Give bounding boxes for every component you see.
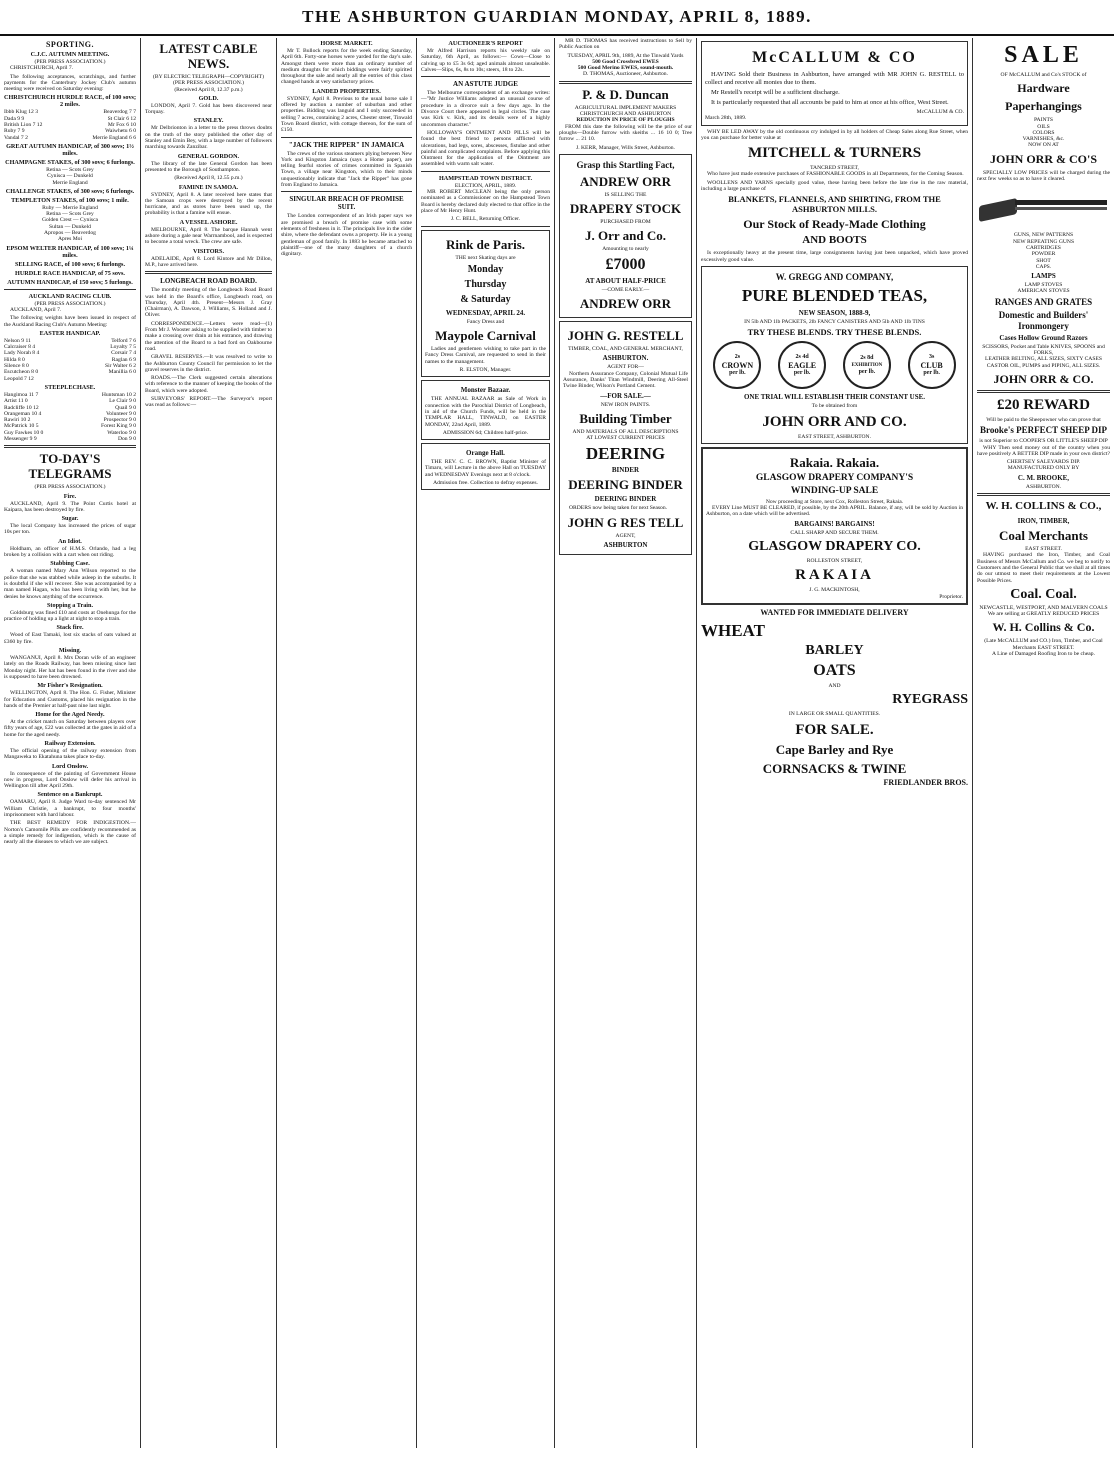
horse-market-heading: HORSE MARKET.: [320, 40, 373, 47]
column-cable-news: [140, 38, 276, 1448]
ripper-heading: "JACK THE RIPPER" IN JAMAICA: [288, 140, 405, 149]
horse-list: Hangimoa 11 7 Huntsman 10 2 Artist 11 0 Le Clair 9 0 Radcliffe 10 12 Quail 9 0 Orangeman 10 4 Volunteer 9 0 Rawiri 10 2 Prospector 9 0 McPatrick 10 5 Forest King 9 0 Guy Fawkes 10 0 Waterloo 9 0 Messenger 9 9 Don 9 0: [4, 391, 136, 442]
auckland-club-heading: AUCKLAND RACING CLUB.: [28, 292, 112, 300]
road-board-text: CORRESPONDENCE.—Letters were read—(1) From Mr J. Wooster asking to be supplied with timber to make a crossing over drain at his entrance, and drawing the attention of the Board to a bad ford on Oakbourne road.: [145, 320, 273, 352]
auctioneer-heading: AUCTIONEER'S REPORT: [448, 40, 523, 47]
column-advertisements: MR D. THOMAS has received instructions to Sell by Public Auction on TUESDAY, APRIL 9th, 1889, At the Tinwald Yards 500 Good Crossbred EWES 500 Good Merino EWES, sound-mouth. D. THOMAS, Auctioneer, Ashburton. P. & D. Duncan AGRICULTURAL IMPLEMENT MAKERS CHRISTCHURCH AND ASHBURTON REDUCTION IN PRICE OF PLOUGHS FROM this date the following will be the price of our ploughs—Double furrow with skeiths ... 16 10 0; Tree furrow ... 21 10. J. KERR, Manager, Wills Street, Ashburton. Grasp this Startling Fact, ANDREW ORR IS SELLING THE DRAPERY STOCK PURCHASED FROM J. Orr and Co. Amounting to nearly £7000 AT ABOUT HALF-PRICE —COME EARLY.— ANDREW ORR JOHN G. RESTELL TIMBER, COAL, AND GENERAL MERCHANT, ASHBURTON. AGENT FOR— Northern Assurance Company, Colonial Mutual Life Assurance, Danks' Titan Windmill, Deering All-Steel Twine Binder, Wilson's Portland Cement. —FOR SALE.— NEW IRON PAINTS. Building Timber AND MATERIALS OF ALL DESCRIPTIONS AT LOWEST CURRENT PRICES DEERING BINDER DEERING BINDER DEERING BINDER ORDERS now being taken for next Season. JOHN G RES TELL AGENT, ASHBURTON: [554, 38, 696, 1448]
column-auctions: AUCTIONEER'S REPORT Mr Alfred Harrison reports his weekly sale on Saturday, 6th April, as follows:— Cows—Close to calving up to £5 3s 6d; aged animals almost unsaleable. Calves—Slips, 6s, 8s to 10s; steers, 18 to 22s. AN ASTUTE JUDGE The Melbourne correspondent of an exchange writes:—"Mr Justice Williams adopted an unusual course of procedure in a divorce suit a few days ago. In the Divorce Court there appeared in legal circles. The case was Kirk v. Kirk, and its details were of a highly uncommon character." HOLLOWAY'S OINTMENT AND PILLS will be found the best friend to persons afflicted with ulcerations, bad legs, sores, abscesses, fistulae and other painful and complicated complaints. Before applying this Ointment for the application of the Ointment are assembled with warm salt water. HAMPSTEAD TOWN DISTRICT. ELECTION, APRIL, 1889. MR ROBERT McCLEAN being the only person nominated as a Commissioner on the Hampstead Town Board is hereby declared duly elected to that office in the place of Mr Henry Hunt. J. C. BELL, Returning Officer. Rink de Paris. THE next Skating days are Monday Thursday & Saturday WEDNESDAY, APRIL 24. Fancy Dress and Maypole Carnival Ladies and gentlemen wishing to take part in the Fancy Dress Carnival, are requested to send in their names to the management. R. ELSTON, Manager. Monster Bazaar. THE ANNUAL BAZAAR as Sale of Work in connection with the Parochial District of Longbeach, in aid of the Church Funds, will be held in the TEMPLAR HALL, TINWALD, on EASTER MONDAY, 22nd April, 1889. ADMISSION 6d; Children half-price. Orange Hall. THE REV. C. C. BROWN, Baptist Minister of Timaru, will Lecture in the above Hall on TUESDAY and WEDNESDAY Evenings next at 8 o'clock. Admission free. Collection to defray expenses.: [416, 38, 554, 1448]
race-name: CHALLENGE STAKES, of 300 sovs; 6 furlongs.: [5, 187, 135, 195]
column-hardware: SALE OF McCALLUM and Co's STOCK of Hardware Paperhangings PAINTS OILS COLORS VARNISHES, &c. NOW ON AT JOHN ORR & CO'S SPECIALLY LOW PRICES will be charged during the next few weeks so as to have it cleared. GUNS, NEW PATTERNS NEW REPEATING GUNS CARTRIDGES POWDER SHOT CAPS. LAMPS LAMP STOVES AMERICAN STOVES RANGES AND GRATES Domestic and Builders' Ironmongery Cases Hollow Ground Razors SCISSORS, Pocket and Table KNIVES, SPOONS and FORKS, LEATHER BELTING, ALL SIZES, SIXTY CASES CASTOR OIL, PUMPS and PIPING, ALL SIZES. JOHN ORR & CO. £20 REWARD Will be paid to the Sheepowner who can prove that Brooke's PERFECT SHEEP DIP is not Superior to COOPER'S OR LITTLE'S SHEEP DIP WHY Then send money out of the country when you have positively A BETTER DIP made in your own district? CHERTSEY SALEYARDS DIP. MANUFACTURED ONLY BY C. M. BROOKE, ASHBURTON. W. H. COLLINS & CO., IRON, TIMBER, Coal Merchants EAST STREET. HAVING purchased the Iron, Timber, and Coal Business of Messrs McCallum and Co. we beg to notify to Customers and the General Public that we shall at all times do our utmost to meet their requirements at the Lowest Possible Prices. Coal. Coal. NEWCASTLE, WESTPORT, AND MALVERN COALS We are selling at GREATLY REDUCED PRICES W. H. Collins & Co. (Late McCALLUM and CO.) Iron, Timber, and Coal Merchants EAST STREET. A Line of Damaged Roofing Iron to be cheap.: [972, 38, 1114, 1448]
road-board-text: ROADS.—The Clerk suggested certain alterations with reference to the manner of keeping the books of the Board, which were adopted.: [145, 375, 272, 394]
orange-hall-ad: Orange Hall. THE REV. C. C. BROWN, Baptist Minister of Timaru, will Lecture in the above Hall on TUESDAY and WEDNESDAY Evenings next at 8 o'clock. Admission free. Collection to defray expenses.: [421, 443, 550, 490]
wanted-heading: WANTED FOR IMMEDIATE DELIVERY: [760, 607, 909, 617]
race-name: GREAT AUTUMN HANDICAP, of 300 sovs; 1½ miles.: [6, 142, 134, 157]
press-credit: (PER PRESS ASSOCIATION.): [34, 59, 106, 65]
collins-heading: W. H. COLLINS & CO.,: [985, 500, 1102, 513]
breach-heading: SINGULAR BREACH OF PROMISE SUIT.: [289, 195, 404, 212]
auctioneer-text: Mr Alfred Harrison reports his weekly sale on Saturday, 6th April, as follows:— Cows—Close to calving up to £5 3s 6d; aged animals almost unsaleable. Calves—Slips, 6s, 8s to 10s; steers, 18 to 22s.: [421, 48, 550, 73]
telegram-list: Fire. AUCKLAND, April 9. The Point Curtis hotel at Kaipara, has been destroyed by fire. Sugar. The local Company has increased the prices of sugar 10s per ton. An Idiot. Holdham, an officer of H.M.S. Orlando, had a leg broken by a collision with a cart when out riding. Stabbing Case. A woman named Mary Ann Wilson reported to the police that she was stabbed while asleep in the suburbs. It is doubtful if she will recover. She was accompanied by a man named Hagan, who has been living with her, but he denies he knows anything of the occurrence. Stopping a Train. Goldsburg was fined £10 and costs at Onehunga for the practice of holding up a light at night to stop a train. Stack fire. Wood of East Tamaki, lost six stacks of oats valued at £360 by fire. Missing. WANGANUI, April 8. Mrs Doran wife of an engineer lately on the Roads Railway, has been missing since last Monday night. Her hat has been found in the river and she is supposed to have been drowned. Mr Fisher's Resignation. WELLINGTON, April 8. The Hon. G. Fisher, Minister for Education and Customs, placed his resignation in the hands of the Premier at half-past nine last night. Home for the Aged Needy. At the cricket match on Saturday between players over fifty years of age, £22 was collected at the gates in aid of a home for the aged needy. Railway Extension. The official opening of the railway extension from Mangaweka to Ekatahuna takes place to-day. Lord Onslow. In consequence of the painting of Government House now in progress, Lord Onslow will defer his arrival in Wellington till after April 29th. Sentence on a Bankrupt. OAMARU, April 8. Judge Ward to-day sentenced Mr William Christie, a bankrupt, to four months' imprisonment with hard labour.: [4, 492, 136, 819]
closing-ad: THE BEST REMEDY FOR INDIGESTION.— Norton's Camomile Pills are confidently recommended as a simple remedy for indigestion, which is the cause of nearly all the diseases to which we are subject.: [4, 820, 136, 846]
road-board-text: GRAVEL RESERVES.—It was resolved to write to the Ashburton County Council for permission to let the gravel reserves in the district.: [145, 354, 272, 373]
press-credit: (PER PRESS ASSOCIATION.): [172, 80, 245, 87]
holloway-ad: HOLLOWAY'S OINTMENT AND PILLS will be found the best friend to persons afflicted with ulcerations, bad legs, sores, abscesses, fistulae and other painful and complicated complaints. Before applying this Ointment for the application of the Ointment are assembled with warm salt water.: [421, 129, 550, 168]
race-name: AUTUMN HANDICAP, of 150 sovs; 5 furlongs.: [7, 278, 133, 286]
judge-heading: AN ASTUTE JUDGE: [453, 80, 518, 89]
bazaar-ad: Monster Bazaar. THE ANNUAL BAZAAR as Sale of Work in connection with the Parochial District of Longbeach, in aid of the Church Funds, will be held in the TEMPLAR HALL, TINWALD, on EASTER MONDAY, 22nd April, 1889. ADMISSION 6d; Children half-price.: [421, 380, 550, 440]
cable-item: (Received April 8, 12.37 p.m.) GOLD. LONDON, April 7. Gold has been discovered near Torquay.: [145, 86, 272, 116]
newspaper-title: THE ASHBURTON GUARDIAN MONDAY, APRIL 8, 1889.: [302, 7, 812, 26]
road-board-text: SURVEYORS' REPORT.—The Surveyor's report was read as follows:—: [145, 395, 272, 409]
race-name: HURDLE RACE HANDICAP, of 75 sovs.: [15, 269, 125, 277]
horse-list: Ibbb Klug 12 3 Beaverdog 7 7 Dada 9 9 St Clair 6 12 British Lion 7 12 Mr Fox 6 10 Ruby 7 9 Waiwhetu 6 0 Vandal 7 2 Merrie England 6 6: [4, 109, 136, 141]
breach-text: The London correspondent of an Irish paper says we are promised a breach of promise case with some elements of freshness in it. The principals live in the cider shire, where the defendant owns a property. He is a young gentleman of good family. In 1883 he became attached to plaintiff—one of the many daughters of a church dignitary.: [281, 213, 412, 258]
race-name: EASTER HANDICAP.: [39, 329, 101, 337]
cable-item: STANLEY. Mr Delbrionton in a letter to the press throws doubts on the truth of the story published the other day of Stanley and Emin Bey, with a large number of followers marching towards Zanzibar.: [145, 117, 272, 151]
mitchell-intro: WHY BE LED AWAY by the old continuous cry indulged in by all holders of Cheap Sales along Rue Street, when you can purchase for better value at: [701, 128, 968, 141]
landed-properties-text: SYDNEY, April 8. Previous to the usual horse sale I offered by auction a number of suburban and other properties. Bidding was languid and I only succeeded in selling 7 acres, containing 2 acres, Chester street, Tinwald Town Board district, with cottage thereon, for the sum of £150.: [281, 95, 412, 134]
tea-seal-club: 3s CLUB per lb.: [908, 341, 956, 389]
road-board-heading: LONGBEACH ROAD BOARD.: [160, 277, 257, 286]
cable-item: VISITORS. ADELAIDE, April 8. Lord Kintore and Mr Dillon, M.P., have arrived here.: [145, 247, 272, 268]
cable-item: (Received April 8, 12.55 p.m.) FAMINE IN SAMOA. SYDNEY, April 8. A later received here states that the Samoan crops were destroyed by the recent hurricane, and as stores have been used up, the probability is that a famine will ensue.: [145, 175, 272, 217]
horse-market-text: Mr T. Bullock reports for the week ending Saturday, April 6th. Forty-one horses were yarded for the day's sale. Amongst them were more than an ordinary number of medium draughts for which biddings were fairly spirited throughout the sale and nearly all the entries of this class changed hands at very satisfactory prices.: [281, 48, 412, 86]
masthead: [0, 0, 1114, 36]
sporting-heading: SPORTING.: [45, 40, 94, 49]
intro-text: The following acceptances, scratchings, and further payments for the Canterbury Jockey Club's autumn meeting were received on Saturday evening:: [4, 73, 136, 93]
rink-ad: Rink de Paris. THE next Skating days are Monday Thursday & Saturday WEDNESDAY, APRIL 24. Fancy Dress and Maypole Carnival Ladies and gentlemen wishing to take part in the Fancy Dress Carnival, are requested to send in their names to the management. R. ELSTON, Manager.: [421, 230, 550, 378]
horse-list: Nelson 9 11 Telford 7 6 Calcraiser 8 4 Loyalty 7 5 Lady Norah 8 4 Corsair 7 4 Hilda 8 0 Raglan 6 9 Silence 8 0 Sir Walter 6 2 Escutcheon 8 0 Manillia 6 0 Leopold 7 12: [4, 337, 136, 382]
gregg-tea-ad: W. GREGG AND COMPANY, PURE BLENDED TEAS, NEW SEASON, 1888-9, IN 5lb AND 1lb PACKETS, 2lb FANCY CANISTERS AND 5lb AND 1lb TINS TRY THESE BLENDS. TRY THESE BLENDS. 2s CROWN per lb. 2s 4d EAGLE per lb. 2s 8d EXHIBITION per lb. 3s CLUB per lb. ONE TRIAL WILL ESTABLISH THEIR CONSTANT USE. To be obtained from JOHN ORR AND CO. EAST STREET, ASHBURTON.: [701, 266, 968, 444]
race-name: STEEPLECHASE.: [44, 383, 96, 391]
press-credit: (PER PRESS ASSOCIATION.): [34, 484, 106, 491]
race-name: SELLING RACE, of 100 sovs; 6 furlongs.: [14, 260, 125, 268]
horse-list: Ruby — Merrie England Retina — Scots Grey Golden Crest — Cynisca Sultan — Dunkeld Apropos — Beaverdog Apres Moi: [41, 204, 99, 243]
cable-item: A VESSEL ASHORE. MELBOURNE, April 8. The barque Hannah went ashore during a gale near Warrnambool, and is expected to become a total wreck. The crew are safe.: [145, 218, 272, 246]
cjc-meeting-heading: C.J.C. AUTUMN MEETING.: [30, 51, 110, 58]
race-name: EPSOM WELTER HANDICAP, of 100 sovs; 1¼ miles.: [6, 244, 134, 259]
restell-ad: JOHN G. RESTELL TIMBER, COAL, AND GENERAL MERCHANT, ASHBURTON. AGENT FOR— Northern Assurance Company, Colonial Mutual Life Assurance, Danks' Titan Windmill, Deering All-Steel Twine Binder, Wilson's Portland Cement. —FOR SALE.— NEW IRON PAINTS. Building Timber AND MATERIALS OF ALL DESCRIPTIONS AT LOWEST CURRENT PRICES DEERING BINDER DEERING BINDER DEERING BINDER ORDERS now being taken for next Season. JOHN G RES TELL AGENT, ASHBURTON: [559, 321, 692, 555]
glasgow-drapery-ad: Rakaia. Rakaia. GLASGOW DRAPERY COMPANY'S WINDING-UP SALE Now proceeding at Store, next Cox, Rolleston Street, Rakaia. EVERY Line MUST BE CLEARED, if possible, by the 20th APRIL. Balance, if any, will be sold by Auction in Ashburton, on a date which will be advertised. BARGAINS! BARGAINS! CALL SHARP AND SECURE THEM. GLASGOW DRAPERY CO. ROLLESTON STREET, RAKAIA J. G. MACKINTOSH, Proprietor.: [701, 447, 968, 605]
hampstead-heading: HAMPSTEAD TOWN DISTRICT.: [438, 174, 532, 182]
cable-subhead: (BY ELECTRIC TELEGRAPH—COPYRIGHT): [153, 74, 264, 80]
sale-heading: SALE: [1004, 42, 1083, 68]
column-merchants: McCALLUM & CO HAVING Sold their Business in Ashburton, have arranged with MR JOHN G. RESTELL to collect and receive all monies due to them. Mr Restell's receipt will be a sufficient discharge. It is particularly requested that all accounts be paid to him at once at his office, West Street. McCALLUM & CO. March 28th, 1889. WHY BE LED AWAY by the old continuous cry indulged in by all holders of Cheap Sales along Rue Street, when you can purchase for better value at MITCHELL & TURNERS TANCRED STREET, Who have just made extensive purchases of FASHIONABLE GOODS in all Departments, for the Coming Season. WOOLLENS AND YARNS specially good value, these having been before the late rise in the raw material, including a large purchase of BLANKETS, FLANNELS, AND SHIRTING, FROM THE ASHBURTON MILLS. Our Stock of Ready-Made Clothing AND BOOTS Is exceptionally heavy at the present time, large consignments having just been unpacked, which have proved excessively good value. W. GREGG AND COMPANY, PURE BLENDED TEAS, NEW SEASON, 1888-9, IN 5lb AND 1lb PACKETS, 2lb FANCY CANISTERS AND 5lb AND 1lb TINS TRY THESE BLENDS. TRY THESE BLENDS. 2s CROWN per lb. 2s 4d EAGLE per lb. 2s 8d EXHIBITION per lb. 3s CLUB per lb. ONE TRIAL WILL ESTABLISH THEIR CONSTANT USE. To be obtained from JOHN ORR AND CO. EAST STREET, ASHBURTON. Rakaia. Rakaia. GLASGOW DRAPERY COMPANY'S WINDING-UP SALE Now proceeding at Store, next Cox, Rolleston Street, Rakaia. EVERY Line MUST BE CLEARED, if possible, by the 20th APRIL. Balance, if any, will be sold by Auction in Ashburton, on a date which will be advertised. BARGAINS! BARGAINS! CALL SHARP AND SECURE THEM. GLASGOW DRAPERY CO. ROLLESTON STREET, RAKAIA J. G. MACKINTOSH, Proprietor. WANTED FOR IMMEDIATE DELIVERY WHEAT BARLEY OATS AND RYEGRASS IN LARGE OR SMALL QUANTITIES. FOR SALE. Cape Barley and Rye CORNSACKS & TWINE FRIEDLANDER BROS.: [696, 38, 972, 1448]
race-name: CHRISTCHURCH HURDLE RACE, of 100 sovs; 2 miles.: [4, 94, 137, 109]
gun-illustration: [977, 186, 1110, 228]
race-name: CHAMPAGNE STAKES, of 300 sovs; 6 furlongs.: [5, 158, 135, 166]
cable-news-heading: LATEST CABLE NEWS.: [159, 41, 258, 71]
race-name: TEMPLETON STAKES, of 100 sovs; 1 mile.: [11, 196, 129, 204]
clothing-heading: Our Stock of Ready-Made Clothing: [743, 217, 926, 232]
tea-seal-exhibition: 2s 8d EXHIBITION per lb.: [843, 341, 891, 389]
cable-item: GENERAL GORDON. The library of the late General Gordon has been presented to the Borough of Southampton.: [145, 152, 272, 173]
press-credit: (PER PRESS ASSOCIATION.): [34, 300, 106, 307]
judge-text: The Melbourne correspondent of an exchange writes:—"Mr Justice Williams adopted an unusual course of procedure in a divorce suit a few days ago. In the Divorce Court there appeared in legal circles. The case was Kirk v. Kirk, and its details were of a highly uncommon character.": [421, 90, 550, 128]
telegrams-heading: TO-DAY'S TELEGRAMS: [28, 451, 112, 482]
road-board-text: The monthly meeting of the Longbeach Road Board was held in the Board's office, Longbeach road, on Thursday, April 4th. Present—Messrs J. Gray (Chairman), A. Dawson, J. Williams, S. Holland and J. Oliver.: [145, 287, 272, 319]
mccallum-ad: McCALLUM & CO HAVING Sold their Business in Ashburton, have arranged with MR JOHN G. RESTELL to collect and receive all monies due to them. Mr Restell's receipt will be a sufficient discharge. It is particularly requested that all accounts be paid to him at once at his office, West Street. McCALLUM & CO. March 28th, 1889.: [701, 41, 968, 126]
column-sporting: [0, 38, 140, 1448]
thomas-ad: MR D. THOMAS has received instructions to Sell by Public Auction on: [559, 38, 692, 51]
tea-seal-crown: 2s CROWN per lb.: [713, 341, 761, 389]
hampstead-text: MR ROBERT McCLEAN being the only person nominated as a Commissioner on the Hampstead Town Board is hereby declared duly elected to that office in the place of Mr Henry Hunt.: [421, 189, 550, 214]
dateline: CHRISTCHURCH, April 7.: [10, 65, 74, 72]
landed-properties-heading: LANDED PROPERTIES.: [312, 87, 381, 95]
intro-text: The following weights have been issued in respect of the Auckland Racing Club's Autumn Meeting:: [4, 315, 136, 328]
ripper-text: The crews of the various steamers plying between New York and Kingston Jamaica (says a Home paper), are telling fearful stories of crimes committed in Spanish Town, a village near Kingston, which to their minds unquestionably indicate that "Jack the Ripper" has gone from England to Jamaica.: [281, 150, 412, 189]
tea-seal-eagle: 2s 4d EAGLE per lb.: [778, 341, 826, 389]
horse-list: Retina — Scots Grey Cynisca — Dunkeld Merrie England: [46, 166, 94, 186]
column-markets: [276, 38, 416, 1448]
duncan-heading: P. & D. Duncan: [582, 86, 669, 102]
dateline: AUCKLAND, April 7.: [10, 306, 62, 313]
reward-heading: £20 REWARD: [997, 396, 1090, 413]
for-sale-heading: FOR SALE.: [795, 721, 874, 738]
andrew-orr-ad: Grasp this Startling Fact, ANDREW ORR IS SELLING THE DRAPERY STOCK PURCHASED FROM J. Orr and Co. Amounting to nearly £7000 AT ABOUT HALF-PRICE —COME EARLY.— ANDREW ORR: [559, 154, 692, 318]
mitchell-heading: MITCHELL & TURNERS: [747, 145, 922, 162]
